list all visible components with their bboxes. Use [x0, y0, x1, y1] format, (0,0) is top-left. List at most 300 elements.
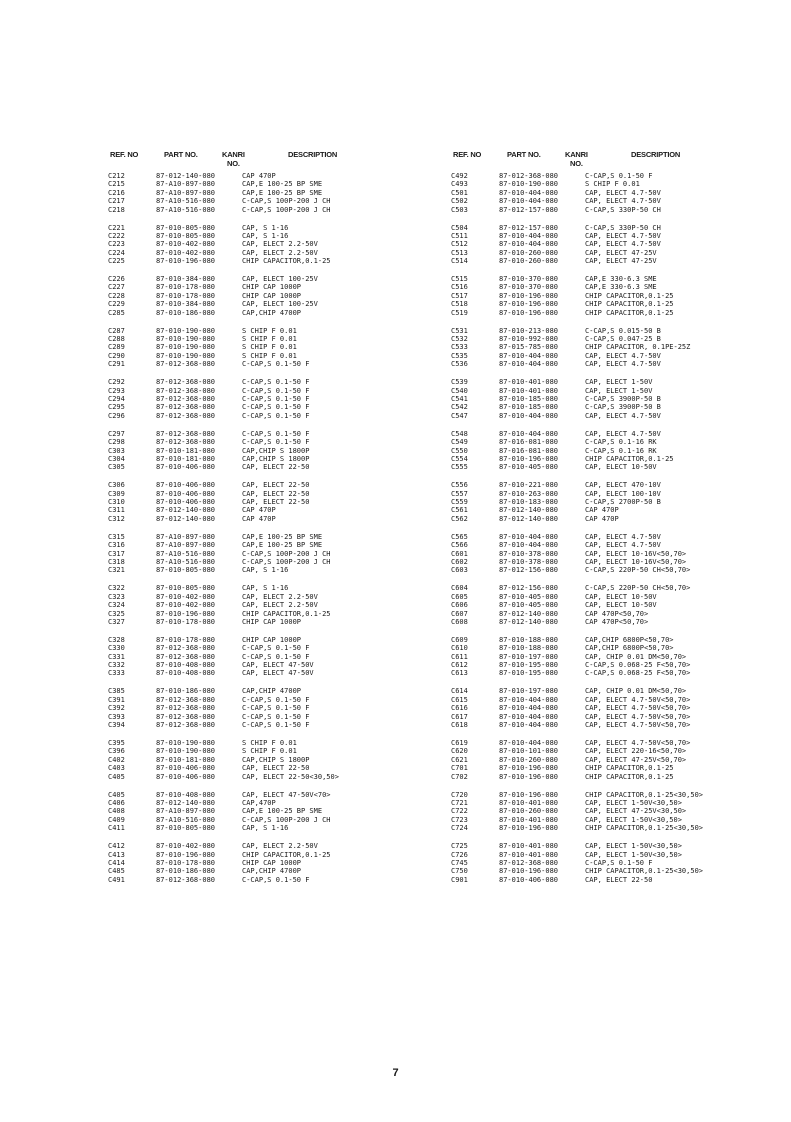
ref-no-cell: C227	[108, 283, 125, 292]
description-cell: CAP, ELECT 4.7-50V	[585, 411, 661, 420]
part-no-cell: 87-010-260-080	[499, 248, 559, 257]
table-row	[451, 292, 771, 300]
part-no-cell: 87-012-368-080	[156, 704, 216, 713]
part-no-cell: 87-010-196-080	[499, 790, 559, 799]
ref-no-cell: C533	[451, 343, 468, 352]
table-row	[108, 309, 428, 317]
part-no-cell: 87-010-195-080	[499, 661, 559, 670]
description-cell: C-CAP,S 0.015-50 B	[585, 326, 661, 335]
description-cell: CAP, ELECT 1-50V<30,50>	[585, 798, 682, 807]
description-cell: CAP, ELECT 4.7-50V<50,70>	[585, 695, 691, 704]
ref-no-cell: C290	[108, 351, 125, 360]
table-row	[451, 257, 771, 265]
header-part-no: PART NO.	[507, 150, 541, 159]
part-no-cell: 87-010-263-080	[499, 489, 559, 498]
ref-no-cell: C501	[451, 188, 468, 197]
part-no-cell: 87-010-188-080	[499, 644, 559, 653]
table-row	[451, 438, 771, 446]
table-row	[108, 490, 428, 498]
table-row	[451, 309, 771, 317]
table-row	[451, 180, 771, 188]
ref-no-cell: C321	[108, 566, 125, 575]
table-row	[451, 515, 771, 523]
description-cell: CAP, CHIP 0.01 DM<50,70>	[585, 652, 687, 661]
part-no-cell: 87-010-405-080	[499, 463, 559, 472]
table-row	[451, 618, 771, 626]
part-no-cell: 87-010-404-080	[499, 739, 559, 748]
part-no-cell: 87-010-992-080	[499, 335, 559, 344]
ref-no-cell: C212	[108, 172, 125, 180]
description-cell: C-CAP,S 3900P-50 B	[585, 394, 661, 403]
column-header	[108, 150, 428, 172]
part-no-cell: 87-010-406-080	[156, 463, 216, 472]
part-no-cell: 87-010-196-080	[156, 850, 216, 859]
description-cell: CHIP CAPACITOR,0.1-25	[242, 850, 331, 859]
ref-no-cell: C222	[108, 231, 125, 240]
description-cell: C-CAP,S 0.1-50 F	[242, 438, 310, 447]
ref-no-cell: C493	[451, 180, 468, 189]
description-cell: CHIP CAPACITOR,0.1-25<30,50>	[585, 824, 704, 833]
table-row	[451, 644, 771, 652]
ref-no-cell: C607	[451, 609, 468, 618]
part-no-cell: 87-010-408-080	[156, 790, 216, 799]
description-cell: C-CAP,S 3900P-50 B	[585, 403, 661, 412]
ref-no-cell: C310	[108, 498, 125, 507]
ref-no-cell: C562	[451, 514, 468, 523]
header-kanri-no: KANRI NO.	[222, 150, 245, 168]
description-cell: C-CAP,S 2700P-50 B	[585, 498, 661, 507]
table-row	[108, 232, 428, 240]
part-no-cell: 87-012-368-080	[156, 378, 216, 387]
ref-no-cell: C519	[451, 308, 468, 317]
ref-no-cell: C531	[451, 326, 468, 335]
part-no-cell: 87-010-178-080	[156, 291, 216, 300]
description-cell: C-CAP,S 100P-200 J CH	[242, 558, 331, 566]
description-cell: CHIP CAP 1000P	[242, 858, 302, 867]
description-cell: S CHIP F 0.01	[242, 351, 297, 360]
ref-no-cell: C603	[451, 566, 468, 575]
part-no-cell: 87-010-401-080	[499, 815, 559, 824]
ref-no-cell: C518	[451, 300, 468, 309]
description-cell: CAP, ELECT 47-25V	[585, 257, 657, 266]
table-row	[108, 704, 428, 712]
description-cell: CAP, ELECT 4.7-50V	[585, 360, 661, 369]
parts-rows	[451, 172, 771, 884]
ref-no-cell: C215	[108, 180, 125, 189]
part-no-cell: 87-010-805-080	[156, 566, 216, 575]
part-no-cell: 87-010-181-080	[156, 454, 216, 463]
description-cell: CAP 470P	[242, 514, 276, 523]
description-cell: CAP,E 330-6.3 SME	[585, 283, 657, 292]
table-row	[451, 430, 771, 438]
ref-no-cell: C516	[451, 283, 468, 292]
table-row	[451, 791, 771, 799]
part-no-cell: 87-010-190-080	[156, 343, 216, 352]
description-cell: CHIP CAP 1000P	[242, 617, 302, 626]
ref-no-cell: C535	[451, 351, 468, 360]
ref-no-cell: C223	[108, 240, 125, 249]
description-cell: CAP,CHIP S 1800P	[242, 446, 310, 455]
description-cell: C-CAP,S 0.1-50 F	[242, 360, 310, 369]
description-cell: S CHIP F 0.01	[242, 335, 297, 344]
table-row	[108, 636, 428, 644]
ref-no-cell: C312	[108, 514, 125, 523]
table-row	[451, 669, 771, 677]
description-cell: C-CAP,S 0.1-50 F	[242, 875, 310, 884]
ref-no-cell: C726	[451, 850, 468, 859]
description-cell: C-CAP,S 220P-50 CH<50,70>	[585, 566, 691, 575]
description-cell: CAP, ELECT 22-50<30,50>	[242, 772, 339, 781]
description-cell: CAP, S 1-16	[242, 566, 289, 575]
part-no-cell: 87-012-368-080	[156, 403, 216, 412]
part-no-cell: 87-010-260-080	[499, 755, 559, 764]
part-no-cell: 87-010-408-080	[156, 669, 216, 678]
ref-no-cell: C542	[451, 403, 468, 412]
ref-no-cell: C541	[451, 394, 468, 403]
table-row	[108, 343, 428, 351]
description-cell: CHIP CAPACITOR, 0.1PE-25Z	[585, 343, 691, 352]
description-cell: C-CAP,S 0.1-50 F	[585, 172, 653, 180]
ref-no-cell: C513	[451, 248, 468, 257]
part-no-cell: 87-012-140-080	[156, 172, 216, 180]
header-ref-no: REF. NO	[110, 150, 139, 159]
part-no-cell: 87-012-368-080	[156, 695, 216, 704]
part-no-cell: 87-010-183-080	[499, 498, 559, 507]
table-row	[108, 360, 428, 368]
ref-no-cell: C408	[108, 807, 125, 816]
ref-no-cell: C547	[451, 411, 468, 420]
ref-no-cell: C540	[451, 386, 468, 395]
part-no-cell: 87-012-140-080	[499, 609, 559, 618]
ref-no-cell: C285	[108, 308, 125, 317]
ref-no-cell: C304	[108, 454, 125, 463]
ref-no-cell: C701	[451, 764, 468, 773]
description-cell: CAP,CHIP S 1800P	[242, 755, 310, 764]
part-no-cell: 87-010-185-080	[499, 394, 559, 403]
description-cell: C-CAP,S 0.1-16 RK	[585, 446, 657, 455]
table-row	[108, 644, 428, 652]
table-row	[451, 747, 771, 755]
description-cell: C-CAP,S 0.1-50 F	[242, 403, 310, 412]
table-row	[108, 824, 428, 832]
table-row	[451, 696, 771, 704]
table-row	[108, 661, 428, 669]
ref-no-cell: C317	[108, 549, 125, 558]
part-no-cell: 87-010-378-080	[499, 549, 559, 558]
table-row	[108, 816, 428, 824]
description-cell: CAP, ELECT 47-50V<70>	[242, 790, 331, 799]
ref-no-cell: C621	[451, 755, 468, 764]
description-cell: C-CAP,S 0.1-50 F	[242, 704, 310, 713]
part-no-cell: 87-A10-897-080	[156, 807, 216, 816]
ref-no-cell: C392	[108, 704, 125, 713]
ref-no-cell: C602	[451, 558, 468, 566]
table-row	[451, 601, 771, 609]
table-row	[108, 859, 428, 867]
table-row	[451, 463, 771, 471]
table-row	[451, 506, 771, 514]
table-row	[108, 687, 428, 695]
ref-no-cell: C306	[108, 481, 125, 490]
table-row	[451, 360, 771, 368]
description-cell: CHIP CAPACITOR,0.1-25	[585, 454, 674, 463]
part-no-cell: 87-012-156-080	[499, 566, 559, 575]
ref-no-cell: C616	[451, 704, 468, 713]
table-row	[451, 189, 771, 197]
description-cell: CAP, ELECT 22-50	[242, 489, 310, 498]
description-cell: CAP, ELECT 4.7-50V<50,70>	[585, 721, 691, 730]
description-cell: C-CAP,S 0.1-50 F	[242, 429, 310, 438]
table-row	[451, 335, 771, 343]
part-no-cell: 87-010-196-080	[499, 300, 559, 309]
part-no-cell: 87-010-805-080	[156, 231, 216, 240]
part-no-cell: 87-010-197-080	[499, 652, 559, 661]
description-cell: CHIP CAPACITOR,0.1-25	[585, 300, 674, 309]
description-cell: CAP, ELECT 1-50V<30,50>	[585, 842, 682, 851]
description-cell: CAP, ELECT 4.7-50V	[585, 231, 661, 240]
description-cell: C-CAP,S 0.1-50 F	[242, 652, 310, 661]
ref-no-cell: C327	[108, 617, 125, 626]
description-cell: CHIP CAP 1000P	[242, 635, 302, 644]
table-row	[108, 653, 428, 661]
part-no-cell: 87-012-368-080	[156, 721, 216, 730]
table-row	[108, 584, 428, 592]
ref-no-cell: C901	[451, 875, 468, 884]
table-row	[451, 584, 771, 592]
description-cell: C-CAP,S 100P-200 J CH	[242, 205, 331, 214]
ref-no-cell: C724	[451, 824, 468, 833]
table-row	[108, 807, 428, 815]
part-no-cell: 87-012-368-080	[156, 394, 216, 403]
table-row	[108, 395, 428, 403]
table-row	[108, 438, 428, 446]
table-row	[451, 490, 771, 498]
description-cell: CHIP CAP 1000P	[242, 283, 302, 292]
description-cell: CHIP CAPACITOR,0.1-25	[585, 772, 674, 781]
description-cell: CHIP CAPACITOR,0.1-25<30,50>	[585, 790, 704, 799]
ref-no-cell: C539	[451, 378, 468, 387]
table-row	[108, 387, 428, 395]
table-row	[108, 300, 428, 308]
table-row	[108, 249, 428, 257]
description-cell: CAP, ELECT 22-50	[242, 764, 310, 773]
description-cell: S CHIP F 0.01	[242, 739, 297, 748]
part-no-cell: 87-010-402-080	[156, 240, 216, 249]
ref-no-cell: C221	[108, 223, 125, 232]
ref-no-cell: C613	[451, 669, 468, 678]
ref-no-cell: C503	[451, 205, 468, 214]
table-row	[451, 327, 771, 335]
table-row	[451, 739, 771, 747]
ref-no-cell: C609	[451, 635, 468, 644]
part-no-cell: 87-010-402-080	[156, 592, 216, 601]
table-row	[108, 506, 428, 514]
ref-no-cell: C405	[108, 790, 125, 799]
table-row	[108, 618, 428, 626]
ref-no-cell: C403	[108, 764, 125, 773]
part-no-cell: 87-010-402-080	[156, 842, 216, 851]
part-no-cell: 87-010-190-080	[156, 351, 216, 360]
table-row	[108, 257, 428, 265]
table-row	[451, 661, 771, 669]
part-no-cell: 87-010-196-080	[499, 454, 559, 463]
ref-no-cell: C305	[108, 463, 125, 472]
part-no-cell: 87-012-157-080	[499, 205, 559, 214]
part-no-cell: 87-010-186-080	[156, 687, 216, 696]
description-cell: CAP,470P	[242, 798, 276, 807]
description-cell: CAP 470P<50,70>	[585, 609, 649, 618]
part-no-cell: 87-010-196-080	[499, 308, 559, 317]
table-row	[451, 275, 771, 283]
ref-no-cell: C331	[108, 652, 125, 661]
ref-no-cell: C323	[108, 592, 125, 601]
description-cell: C-CAP,S 0.1-50 F	[585, 858, 653, 867]
ref-no-cell: C394	[108, 721, 125, 730]
description-cell: CAP, CHIP 0.01 DM<50,70>	[585, 687, 687, 696]
table-row	[451, 352, 771, 360]
description-cell: CAP, S 1-16	[242, 824, 289, 833]
part-no-cell: 87-010-197-080	[499, 687, 559, 696]
part-no-cell: 87-010-384-080	[156, 300, 216, 309]
table-row	[108, 197, 428, 205]
description-cell: CAP 470P	[585, 514, 619, 523]
ref-no-cell: C322	[108, 584, 125, 593]
part-no-cell: 87-010-406-080	[156, 489, 216, 498]
table-row	[108, 275, 428, 283]
description-cell: CAP, ELECT 10-50V	[585, 601, 657, 610]
description-cell: CAP, ELECT 4.7-50V	[585, 532, 661, 541]
part-no-cell: 87-010-186-080	[156, 867, 216, 876]
table-row	[108, 455, 428, 463]
description-cell: C-CAP,S 0.1-50 F	[242, 721, 310, 730]
part-no-cell: 87-A10-897-080	[156, 188, 216, 197]
part-no-cell: 87-010-404-080	[499, 240, 559, 249]
table-row	[451, 455, 771, 463]
table-row	[451, 300, 771, 308]
ref-no-cell: C515	[451, 275, 468, 284]
ref-no-cell: C316	[108, 541, 125, 550]
part-no-cell: 87-010-186-080	[156, 308, 216, 317]
description-cell: CAP, S 1-16	[242, 223, 289, 232]
table-row	[108, 224, 428, 232]
parts-rows	[108, 172, 428, 884]
description-cell: CAP, ELECT 2.2-50V	[242, 601, 318, 610]
ref-no-cell: C722	[451, 807, 468, 816]
table-row	[451, 224, 771, 232]
table-row	[451, 610, 771, 618]
part-no-cell: 87-010-196-080	[499, 824, 559, 833]
description-cell: CAP,E 330-6.3 SME	[585, 275, 657, 284]
description-cell: CAP, ELECT 2.2-50V	[242, 248, 318, 257]
ref-no-cell: C601	[451, 549, 468, 558]
part-no-cell: 87-010-260-080	[499, 257, 559, 266]
part-no-cell: 87-A10-516-080	[156, 815, 216, 824]
description-cell: CAP,CHIP 4700P	[242, 687, 302, 696]
part-no-cell: 87-012-368-080	[156, 652, 216, 661]
description-cell: CAP,CHIP 4700P	[242, 308, 302, 317]
ref-no-cell: C217	[108, 197, 125, 206]
description-cell: C-CAP,S 330P-50 CH	[585, 223, 661, 232]
ref-no-cell: C393	[108, 712, 125, 721]
description-cell: CAP,E 100-25 BP SME	[242, 807, 323, 816]
ref-no-cell: C608	[451, 617, 468, 626]
description-cell: CAP, ELECT 100-25V	[242, 300, 318, 309]
description-cell: CAP, ELECT 4.7-50V	[585, 429, 661, 438]
ref-no-cell: C502	[451, 197, 468, 206]
description-cell: CAP, ELECT 1-50V	[585, 386, 653, 395]
table-row	[451, 541, 771, 549]
page-number: 7	[392, 1067, 399, 1079]
ref-no-cell: C606	[451, 601, 468, 610]
description-cell: CAP,E 100-25 BP SME	[242, 532, 323, 541]
part-no-cell: 87-010-404-080	[499, 351, 559, 360]
ref-no-cell: C555	[451, 463, 468, 472]
table-row	[108, 558, 428, 566]
ref-no-cell: C556	[451, 481, 468, 490]
table-row	[451, 636, 771, 644]
part-no-cell: 87-012-368-080	[156, 360, 216, 369]
part-no-cell: 87-010-805-080	[156, 223, 216, 232]
part-no-cell: 87-016-081-080	[499, 446, 559, 455]
description-cell: CAP, ELECT 4.7-50V<50,70>	[585, 739, 691, 748]
table-row	[451, 566, 771, 574]
part-no-cell: 87-010-404-080	[499, 721, 559, 730]
part-no-cell: 87-010-178-080	[156, 617, 216, 626]
table-row	[108, 773, 428, 781]
table-row	[108, 791, 428, 799]
description-cell: CAP, ELECT 10-50V	[585, 463, 657, 472]
table-row	[451, 851, 771, 859]
table-row	[108, 463, 428, 471]
part-no-cell: 87-010-404-080	[499, 197, 559, 206]
table-row	[108, 756, 428, 764]
ref-no-cell: C565	[451, 532, 468, 541]
part-no-cell: 87-010-401-080	[499, 386, 559, 395]
ref-no-cell: C614	[451, 687, 468, 696]
ref-no-cell: C619	[451, 739, 468, 748]
table-row	[451, 249, 771, 257]
description-cell: C-CAP,S 0.1-50 F	[242, 695, 310, 704]
table-row	[451, 343, 771, 351]
description-cell: S CHIP F 0.01	[585, 180, 640, 189]
ref-no-cell: C293	[108, 386, 125, 395]
header-description: DESCRIPTION	[631, 150, 681, 159]
table-row	[451, 550, 771, 558]
ref-no-cell: C225	[108, 257, 125, 266]
part-no-cell: 87-012-368-080	[156, 411, 216, 420]
description-cell: CHIP CAPACITOR,0.1-25	[585, 308, 674, 317]
table-row	[108, 189, 428, 197]
table-row	[108, 566, 428, 574]
part-no-cell: 87-A10-897-080	[156, 532, 216, 541]
description-cell: CAP, ELECT 2.2-50V	[242, 592, 318, 601]
part-no-cell: 87-010-221-080	[499, 481, 559, 490]
part-no-cell: 87-012-140-080	[499, 506, 559, 515]
description-cell: CAP 470P	[242, 172, 276, 180]
description-cell: C-CAP,S 0.1-50 F	[242, 411, 310, 420]
description-cell: C-CAP,S 100P-200 J CH	[242, 197, 331, 206]
part-no-cell: 87-012-368-080	[156, 386, 216, 395]
table-row	[108, 327, 428, 335]
description-cell: C-CAP,S 0.1-50 F	[242, 644, 310, 653]
part-no-cell: 87-010-406-080	[499, 875, 559, 884]
part-no-cell: 87-010-370-080	[499, 275, 559, 284]
part-no-cell: 87-010-402-080	[156, 248, 216, 257]
part-no-cell: 87-012-140-080	[156, 506, 216, 515]
description-cell: C-CAP,S 0.1-50 F	[242, 378, 310, 387]
table-row	[451, 773, 771, 781]
ref-no-cell: C413	[108, 850, 125, 859]
